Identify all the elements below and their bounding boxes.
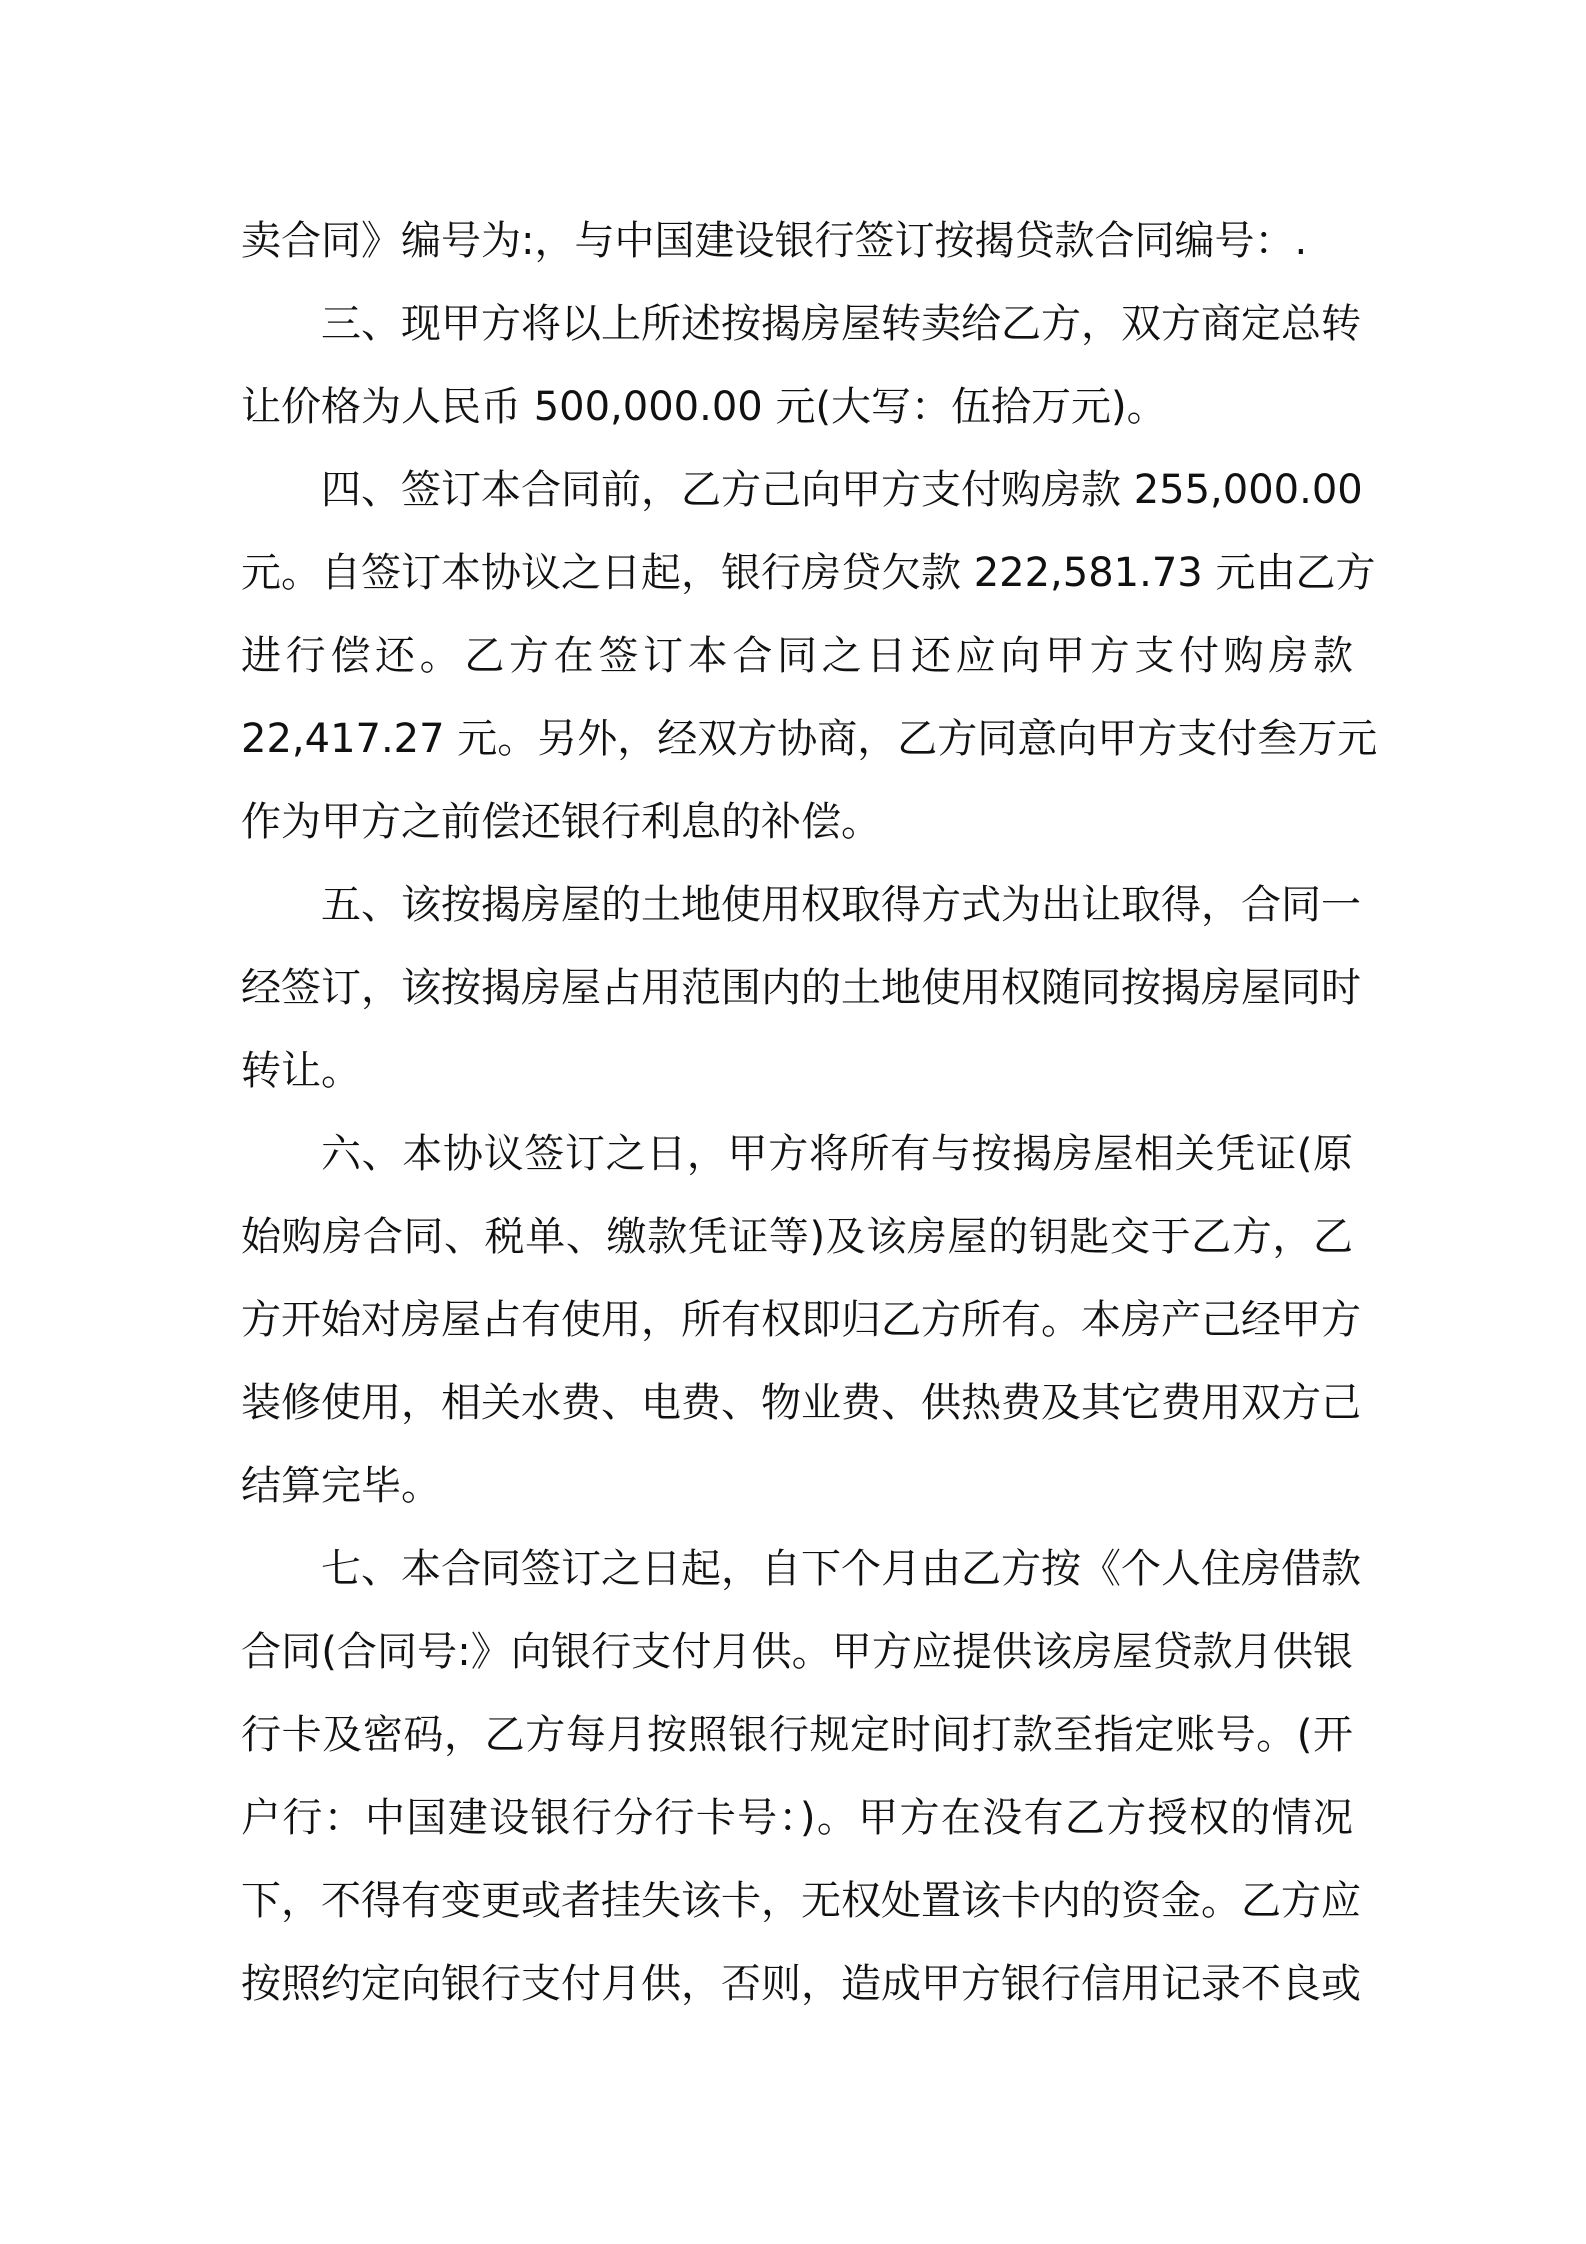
text-line-18: 合同(合同号:》向银行支付月供。甲方应提供该房屋贷款月供银: [241, 1629, 1353, 1675]
text-line-1: 卖合同》编号为:，与中国建设银行签订按揭贷款合同编号：.: [241, 218, 1308, 264]
text-line-21: 下，不得有变更或者挂失该卡，无权处置该卡内的资金。乙方应: [241, 1878, 1361, 1924]
text-line-22: 按照约定向银行支付月供，否则，造成甲方银行信用记录不良或: [241, 1961, 1361, 2007]
text-line-2: 三、现甲方将以上所述按揭房屋转卖给乙方，双方商定总转: [321, 301, 1361, 347]
text-line-9: 五、该按揭房屋的土地使用权取得方式为出让取得，合同一: [321, 882, 1361, 928]
text-line-19: 行卡及密码，乙方每月按照银行规定时间打款至指定账号。(开: [241, 1712, 1353, 1758]
text-line-3: 让价格为人民币 500,000.00 元(大写：伍拾万元)。: [241, 384, 1167, 430]
text-line-8: 作为甲方之前偿还银行利息的补偿。: [241, 799, 881, 845]
text-line-6: 进行偿还。乙方在签订本合同之日还应向甲方支付购房款: [241, 633, 1353, 679]
text-line-5: 元。自签订本协议之日起，银行房贷欠款 222,581.73 元由乙方: [241, 550, 1376, 596]
contract-page: [241, 200, 1378, 2026]
text-line-11: 转让。: [241, 1048, 361, 1094]
text-line-16: 结算完毕。: [241, 1463, 441, 1509]
text-line-4: 四、签订本合同前，乙方己向甲方支付购房款 255,000.00: [321, 467, 1363, 513]
text-line-17: 七、本合同签订之日起，自下个月由乙方按《个人住房借款: [321, 1546, 1361, 1592]
text-line-15: 装修使用，相关水费、电费、物业费、供热费及其它费用双方己: [241, 1380, 1361, 1426]
text-line-14: 方开始对房屋占有使用，所有权即归乙方所有。本房产己经甲方: [241, 1297, 1361, 1343]
text-line-13: 始购房合同、税单、缴款凭证等)及该房屋的钥匙交于乙方，乙: [241, 1214, 1353, 1260]
text-line-12: 六、本协议签订之日，甲方将所有与按揭房屋相关凭证(原: [321, 1131, 1353, 1177]
text-line-20: 户行：中国建设银行分行卡号：)。甲方在没有乙方授权的情况: [241, 1795, 1353, 1841]
text-line-7: 22,417.27 元。另外，经双方协商，乙方同意向甲方支付叁万元: [241, 716, 1378, 762]
text-line-10: 经签订，该按揭房屋占用范围内的土地使用权随同按揭房屋同时: [241, 965, 1361, 1011]
